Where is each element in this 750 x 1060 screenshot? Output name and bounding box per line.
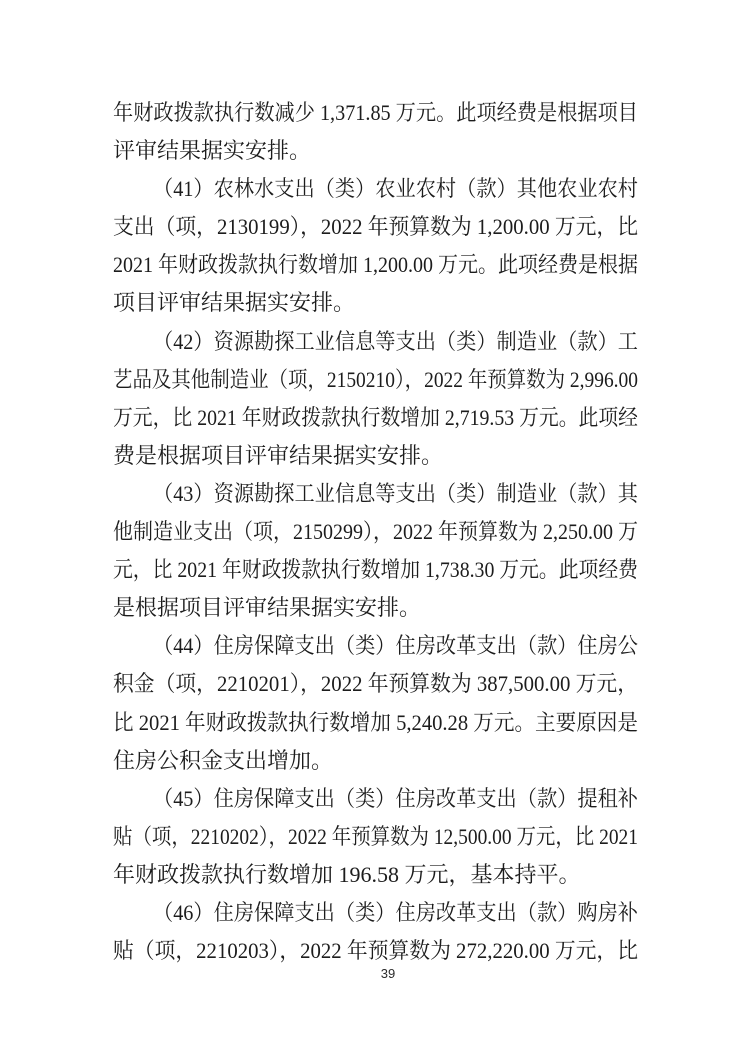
text-line	[113, 437, 638, 475]
text-line	[113, 361, 638, 399]
text-line-content: 他制造业支出（项，2150299），2022 年预算数为 2,250.00 万	[113, 519, 638, 545]
paragraph-item-41	[113, 170, 638, 322]
text-line-content: （45）住房保障支出（类）住房改革支出（款）提租补	[153, 785, 638, 811]
text-line-content: 住房公积金支出增加。	[113, 747, 334, 773]
text-line-content: 年财政拨款执行数减少 1,371.85 万元。此项经费是根据项目	[113, 100, 638, 125]
text-line-content: 积金（项，2210201），2022 年预算数为 387,500.00 万元，	[113, 671, 638, 697]
text-line	[113, 132, 638, 170]
text-line-content: （42）资源勘探工业信息等支出（类）制造业（款）工	[153, 328, 638, 354]
paragraph-continuation	[113, 94, 638, 170]
text-line	[113, 475, 638, 513]
paragraph-item-43	[113, 475, 638, 627]
text-line-content: 贴（项，2210203），2022 年预算数为 272,220.00 万元，比	[113, 938, 638, 964]
text-line	[113, 513, 638, 551]
text-line	[113, 208, 638, 246]
text-line-content: 万元，比 2021 年财政拨款执行数增加 2,719.53 万元。此项经	[113, 404, 638, 430]
page-number: 39	[380, 966, 396, 981]
text-line	[113, 399, 638, 437]
text-line	[113, 780, 638, 818]
text-line-content: （43）资源勘探工业信息等支出（类）制造业（款）其	[153, 480, 638, 506]
text-line	[113, 170, 638, 208]
text-line	[113, 94, 638, 132]
text-line	[113, 551, 638, 589]
paragraph-item-44	[113, 627, 638, 779]
text-line-content: 是根据项目评审结果据实安排。	[113, 595, 422, 621]
text-line	[113, 284, 638, 322]
text-line-content: （41）农林水支出（类）农业农村（款）其他农业农村	[153, 176, 638, 202]
text-line-content: 贴（项，2210202），2022 年预算数为 12,500.00 万元，比 2021	[113, 823, 638, 849]
document-body	[113, 94, 638, 970]
text-line	[113, 665, 638, 703]
text-line-content: （44）住房保障支出（类）住房改革支出（款）住房公	[153, 633, 638, 659]
text-line	[113, 246, 638, 284]
text-line	[113, 818, 638, 856]
text-line	[113, 589, 638, 627]
text-line-content: 支出（项，2130199），2022 年预算数为 1,200.00 万元，比	[113, 214, 638, 240]
text-line	[113, 932, 638, 970]
text-line-content: 项目评审结果据实安排。	[113, 290, 356, 316]
text-line-content: 元，比 2021 年财政拨款执行数增加 1,738.30 万元。此项经费	[113, 557, 638, 583]
text-line-content: 艺品及其他制造业（项，2150210），2022 年预算数为 2,996.00	[113, 366, 638, 392]
text-line-content: 2021 年财政拨款执行数增加 1,200.00 万元。此项经费是根据	[113, 252, 638, 278]
text-line	[113, 856, 638, 894]
text-line-content: 比 2021 年财政拨款执行数增加 5,240.28 万元。主要原因是	[113, 709, 638, 735]
text-line	[113, 894, 638, 932]
text-line-content: （46）住房保障支出（类）住房改革支出（款）购房补	[153, 899, 638, 925]
paragraph-item-46	[113, 894, 638, 970]
paragraph-item-45	[113, 780, 638, 894]
paragraph-item-42	[113, 323, 638, 475]
text-line	[113, 627, 638, 665]
text-line	[113, 323, 638, 361]
text-line	[113, 704, 638, 742]
text-line-content: 年财政拨款执行数增加 196.58 万元，基本持平。	[113, 861, 581, 887]
text-line-content: 费是根据项目评审结果据实安排。	[113, 442, 444, 468]
text-line	[113, 742, 638, 780]
text-line-content: 评审结果据实安排。	[113, 138, 312, 164]
